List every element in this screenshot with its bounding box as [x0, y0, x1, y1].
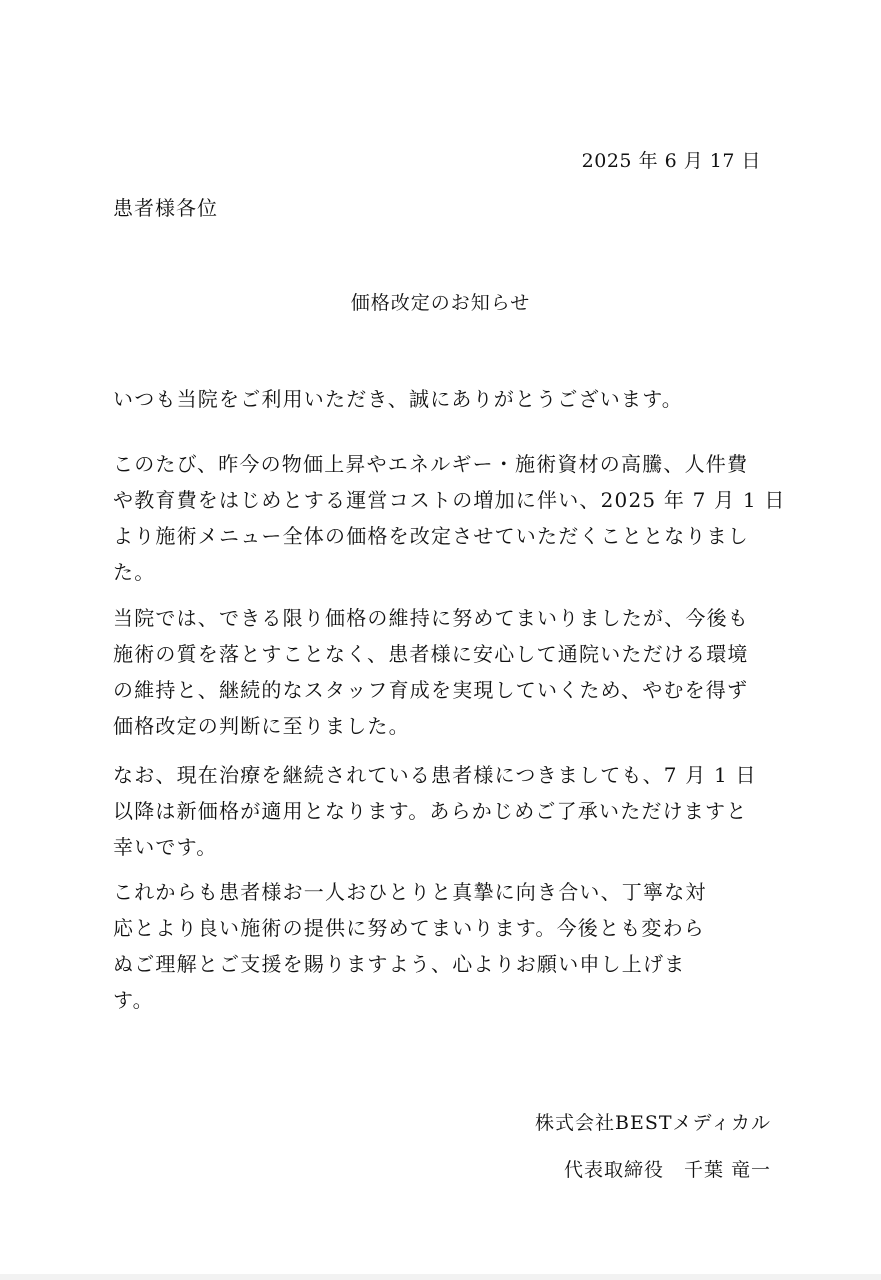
paragraph-line: なお、現在治療を継続されている患者様につきましても、7 月 1 日	[113, 763, 757, 787]
paragraph-notice	[113, 757, 757, 865]
paragraph-greeting	[113, 381, 683, 417]
paragraph-line: た。	[113, 560, 156, 584]
paragraph-line: や教育費をはじめとする運営コストの増加に伴い、2025 年 7 月 1 日	[113, 488, 786, 512]
addressee: 患者様各位	[113, 196, 218, 220]
signer-name: 代表取締役 千葉 竜一	[563, 1159, 771, 1181]
paragraph-line: ぬご理解とご支援を賜りますよう、心よりお願い申し上げま	[113, 952, 686, 976]
paragraph-closing	[113, 874, 707, 1018]
paragraph-announcement	[113, 446, 786, 590]
paragraph-line: 応とより良い施術の提供に努めてまいります。今後とも変わら	[113, 916, 705, 940]
paragraph-line: す。	[113, 988, 154, 1012]
paragraph-line: より施術メニュー全体の価格を改定させていただくこととなりまし	[113, 524, 749, 548]
paragraph-line: 価格改定の判断に至りました。	[113, 714, 410, 738]
letter-date: 2025 年 6 月 17 日	[581, 150, 761, 172]
page-bottom-edge	[0, 1274, 881, 1280]
paragraph-line: いつも当院をご利用いただき、誠にありがとうございます。	[113, 387, 683, 411]
paragraph-line: の維持と、継続的なスタッフ育成を実現していくため、やむを得ず	[113, 678, 749, 702]
paragraph-line: 幸いです。	[113, 835, 218, 859]
paragraph-line: これからも患者様お一人おひとりと真摯に向き合い、丁寧な対	[113, 880, 707, 904]
paragraph-line: 当院では、できる限り価格の維持に努めてまいりましたが、今後も	[113, 606, 749, 630]
company-name: 株式会社BESTメディカル	[534, 1112, 771, 1134]
paragraph-line: このたび、昨今の物価上昇やエネルギー・施術資材の高騰、人件費	[113, 452, 749, 476]
paragraph-line: 以降は新価格が適用となります。あらかじめご了承いただけますと	[113, 799, 748, 823]
letter-title: 価格改定のお知らせ	[350, 292, 531, 314]
paragraph-line: 施術の質を落とすことなく、患者様に安心して通院いただける環境	[113, 642, 749, 666]
paragraph-reason	[113, 600, 749, 744]
